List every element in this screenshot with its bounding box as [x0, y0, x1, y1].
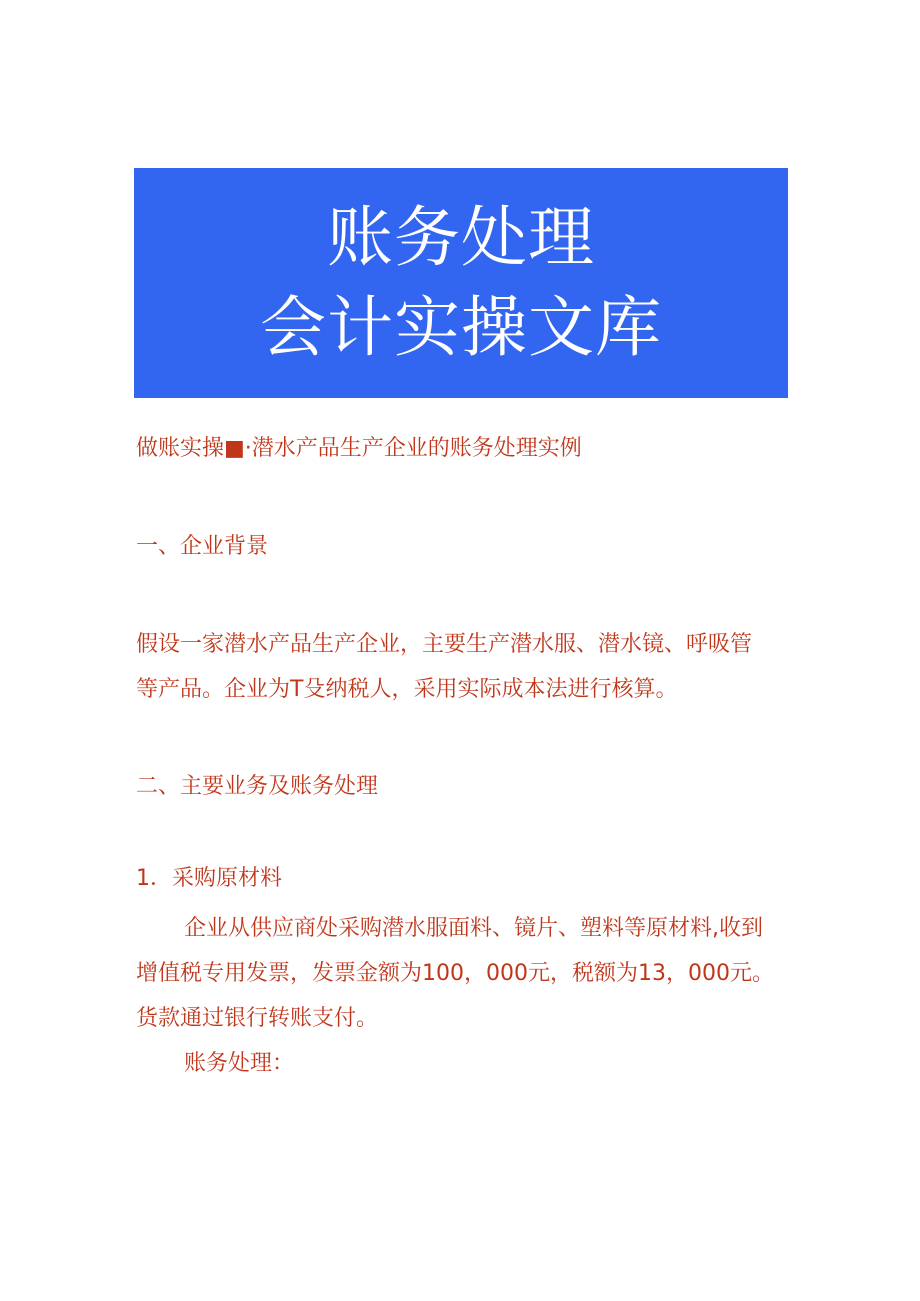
- section-1-paragraph: [136, 622, 786, 712]
- section-2-heading: 二、主要业务及账务处理: [136, 774, 379, 799]
- banner-title-line-1: 账务处理: [327, 199, 595, 276]
- item-1-paragraph: [136, 906, 786, 1086]
- item-1-line-1: 企业从供应商处采购潜水服面料、镜片、塑料等原材料,收到: [184, 916, 763, 941]
- item-1-heading: 1．采购原材料: [136, 866, 282, 891]
- item-1-line-3: 货款通过银行转账支付。: [136, 1006, 379, 1031]
- accounting-label: 账务处理：: [184, 1051, 295, 1076]
- section-1-heading: 一、企业背景: [136, 534, 269, 559]
- title-banner: [134, 168, 788, 398]
- section-1-line-1: 假设一家潜水产品生产企业，主要生产潜水服、潜水镜、呼吸管: [136, 632, 753, 657]
- section-1-line-2: 等产品。企业为T殳纳税人，采用实际成本法进行核算。: [136, 677, 678, 702]
- item-1-line-2: 增值税专用发票，发票金额为100，000元，税额为13，000元。: [136, 961, 774, 986]
- document-title: 做账实操■·潜水产品生产企业的账务处理实例: [136, 436, 582, 461]
- banner-title-line-2: 会计实操文库: [260, 289, 662, 366]
